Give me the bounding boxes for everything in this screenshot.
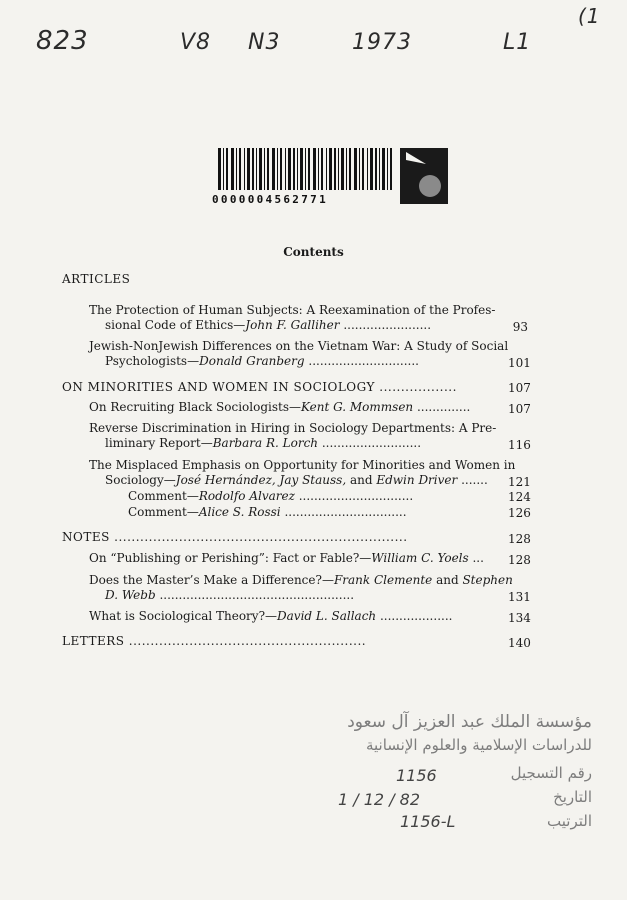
contents-title: Contents [283,245,344,259]
article-1-title: The Protection of Human Subjects: A Reexamination of the Profes- [89,303,496,317]
handwritten-year: 1973 [352,30,412,55]
minorities-3-title: The Misplaced Emphasis on Opportunity for Minorities and Women in [89,458,516,472]
note-3-page: 134 [508,611,531,625]
article-2-line2: Psychologists—Donald Granberg ............................. [105,354,419,368]
stamp-date-label: التاريخ [553,788,592,806]
article-1-author: John F. Galliher [245,318,340,332]
note-2-line1: Does the Master’s Make a Difference?—Frank Clemente and Stephen [89,573,513,587]
minorities-1-page: 107 [508,402,531,416]
minorities-2-author: Barbara R. Lorch [212,436,319,450]
stamp-subtitle: للدراسات الإسلامية والعلوم الإنسانية [365,736,592,754]
note-2-author: Frank Clemente [333,573,433,587]
library-barcode [212,146,452,208]
note-2-author-2b: D. Webb [105,588,156,602]
minorities-3-author-2: Edwin Driver [376,473,458,487]
stamp-registration-label: رقم التسجيل [510,764,592,782]
section-notes: NOTES .................................................................... [62,530,408,544]
handwritten-call-number: 823 [36,26,89,56]
handwritten-volume: V8 [180,30,212,55]
stamp-order-value: 1156-L [400,812,456,831]
handwritten-corner-mark: (1 [578,4,601,28]
comment-1-page: 124 [508,490,531,504]
section-notes-page: 128 [508,532,531,546]
minorities-3-authors: José Hernández, Jay Stauss, [175,473,347,487]
note-3-author: David L. Sallach [277,609,377,623]
article-2-title: Jewish-NonJewish Differences on the Vietnam War: A Study of Social [89,339,509,353]
minorities-3-line2: Sociology—José Hernández, Jay Stauss, and Edwin Driver ....... [105,473,488,487]
comment-2-page: 126 [508,506,531,520]
article-2-author: Donald Granberg [199,354,305,368]
library-stamp [318,712,598,837]
note-1-page: 128 [508,553,531,567]
section-letters: LETTERS ....................................................... [62,634,367,648]
stamp-registration-value: 1156 [396,766,437,785]
comment-2: Comment—Alice S. Rossi ................................ [128,505,407,519]
section-minorities-page: 107 [508,381,531,395]
minorities-2-title: Reverse Discrimination in Hiring in Sociology Departments: A Pre- [89,421,497,435]
barcode-number: 0000004562771 [212,193,328,206]
handwritten-mark: L1 [503,30,532,55]
comment-2-author: Alice S. Rossi [198,505,281,519]
minorities-2-line2: liminary Report—Barbara R. Lorch .......................... [105,436,422,450]
stamp-order-label: الترتيب [547,812,592,830]
note-2-author-2: Stephen [462,573,513,587]
minorities-1-author: Kent G. Mommsen [301,400,414,414]
section-articles: ARTICLES [62,272,131,286]
comment-1: Comment—Rodolfo Alvarez .............................. [128,489,414,503]
article-1-line2: sional Code of Ethics—John F. Galliher ....................... [105,318,432,332]
article-1-page: 93 [512,320,528,334]
article-2-page: 101 [508,356,531,370]
stamp-institution: مؤسسة الملك عبد العزيز آل سعود [347,712,592,732]
handwritten-issue: N3 [248,30,281,55]
note-2-page: 131 [508,590,531,604]
minorities-1: On Recruiting Black Sociologists—Kent G. Mommsen .............. [89,400,471,414]
section-letters-page: 140 [508,636,531,650]
minorities-2-page: 116 [508,438,531,452]
note-2-line2: D. Webb ................................................... [105,588,355,602]
minorities-3-page: 121 [508,475,531,489]
stamp-date-value: 1 / 12 / 82 [338,790,421,809]
comment-1-author: Rodolfo Alvarez [198,489,295,503]
note-3: What is Sociological Theory?—David L. Sallach ................... [89,609,453,623]
note-1-author: William C. Yoels [371,551,469,565]
note-1: On “Publishing or Perishing”: Fact or Fable?—William C. Yoels ... [89,551,484,565]
section-minorities: ON MINORITIES AND WOMEN IN SOCIOLOGY .................. [62,380,457,394]
